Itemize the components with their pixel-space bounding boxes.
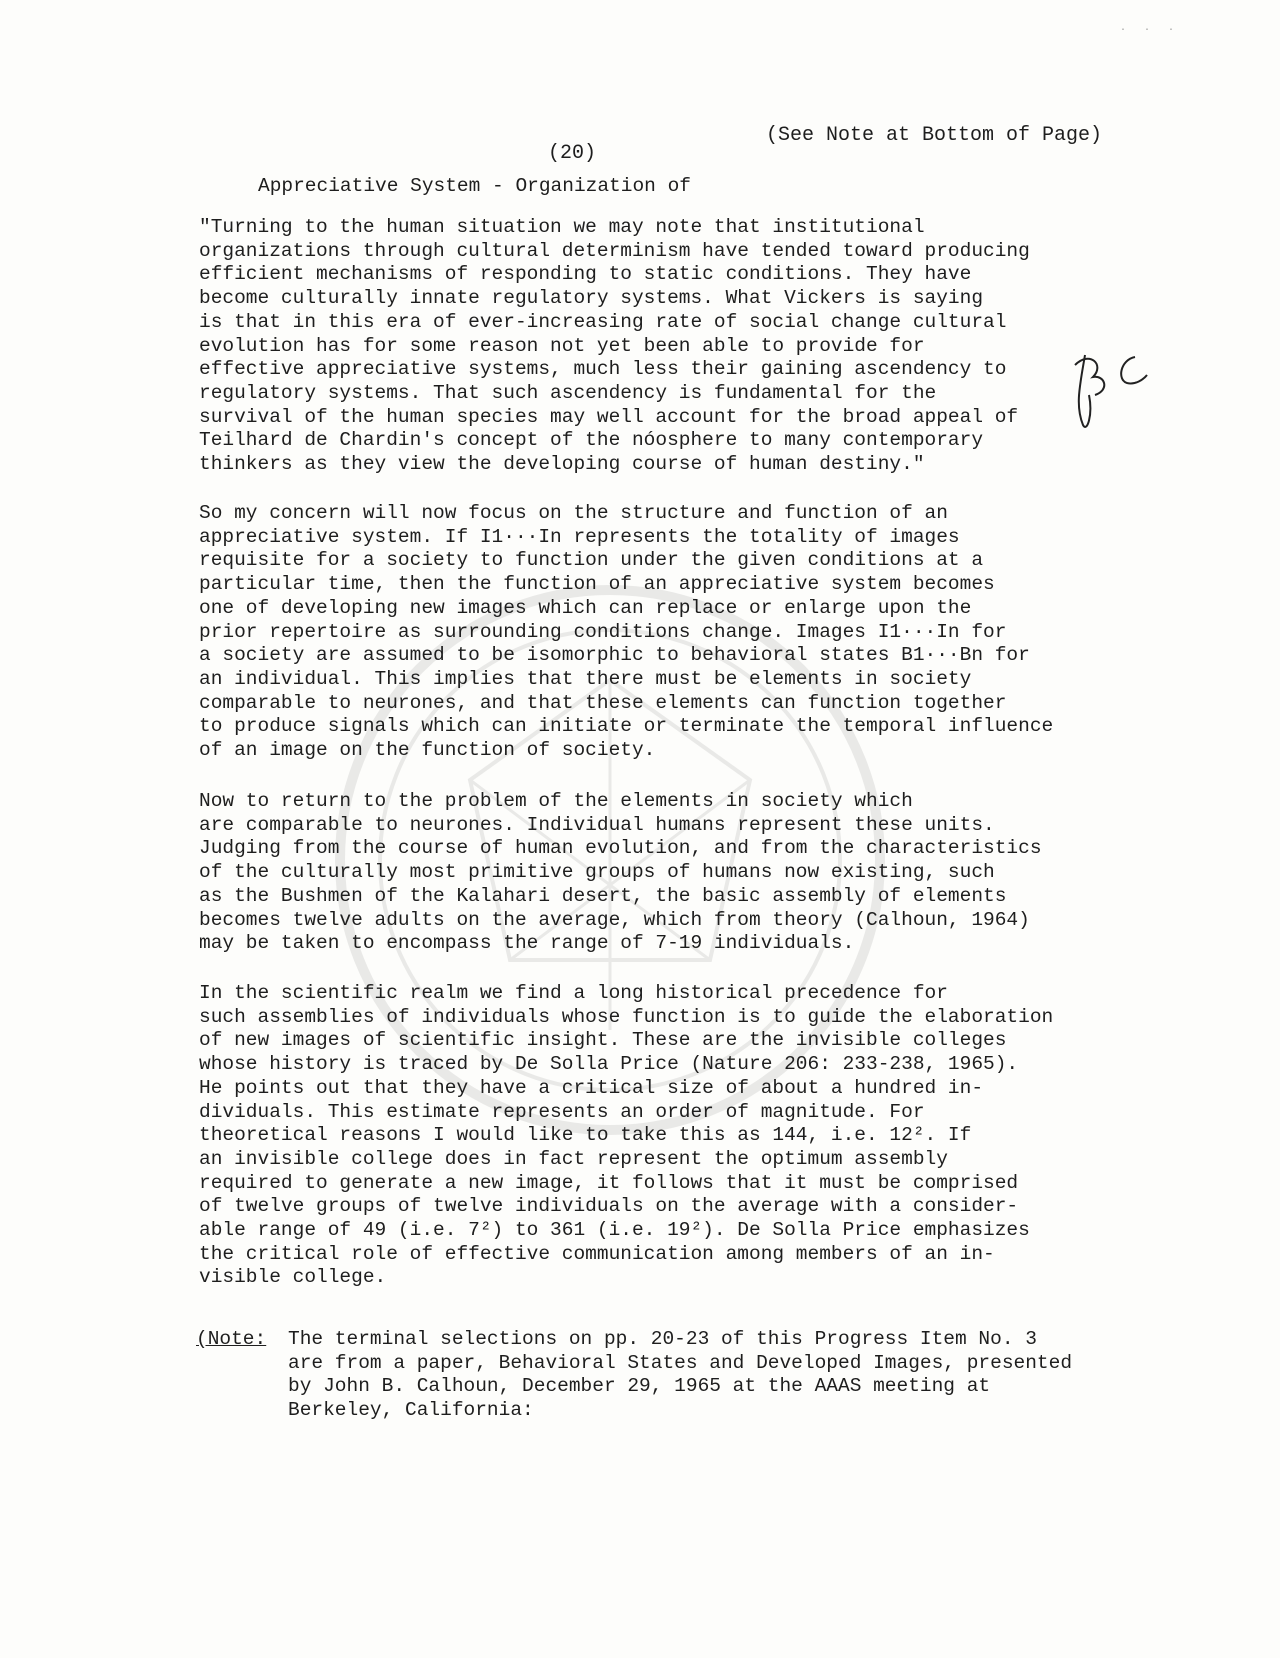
text-line: required to generate a new image, it follows that it must be comprised (199, 1171, 1019, 1194)
text-line: one of developing new images which can replace or enlarge upon the (199, 596, 972, 619)
text-line: effective appreciative systems, much less their gaining ascendency to (199, 358, 1007, 381)
text-line: to produce signals which can initiate or terminate the temporal influence (199, 715, 1054, 738)
text-line: are from a paper, Behavioral States and Developed Images, presented (288, 1351, 1073, 1374)
text-line: are comparable to neurones. Individual humans represent these units. (199, 813, 995, 836)
text-line: of new images of scientific insight. These are the invisible colleges (199, 1029, 1007, 1052)
text-line: requisite for a society to function under the given conditions at a (199, 549, 984, 572)
text-line: of twelve groups of twelve individuals on the average with a consider- (199, 1195, 1019, 1218)
text-line: prior repertoire as surrounding conditions change. Images I1···In for (199, 620, 1007, 643)
text-line: the critical role of effective communication among members of an in- (199, 1242, 995, 1265)
text-line: able range of 49 (i.e. 7²) to 361 (i.e. 19²). De Solla Price emphasizes (199, 1219, 1030, 1242)
text-line: Berkeley, California: (288, 1399, 534, 1422)
note-body (288, 1328, 1072, 1423)
text-line: an invisible college does in fact represent the optimum assembly (199, 1147, 948, 1170)
handwritten-initials (1065, 345, 1155, 435)
text-line: So my concern will now focus on the structure and function of an (199, 502, 948, 524)
paragraph-invisible-colleges (199, 982, 1053, 1290)
text-line: Now to return to the problem of the elements in society which (199, 790, 913, 812)
text-line: "Turning to the human situation we may note that institutional (199, 216, 925, 238)
text-line: as the Bushmen of the Kalahari desert, the basic assembly of elements (199, 884, 1007, 907)
text-line: The terminal selections on pp. 20-23 of this Progress Item No. 3 (288, 1328, 1037, 1350)
text-line: by John B. Calhoun, December 29, 1965 at the AAAS meeting at (288, 1375, 991, 1398)
text-line: organizations through cultural determinism have tended toward producing (199, 239, 1030, 262)
paragraph-appreciative-system (199, 502, 1053, 763)
text-line: particular time, then the function of an appreciative system becomes (199, 573, 995, 596)
text-line: appreciative system. If I1···In represents the totality of images (199, 525, 960, 548)
text-line: an individual. This implies that there must be elements in society (199, 667, 972, 690)
text-line: is that in this era of ever-increasing rate of social change cultural (199, 310, 1007, 333)
paragraph-quote (199, 216, 1030, 477)
text-line: whose history is traced by De Solla Price (Nature 206: 233-238, 1965). (199, 1053, 1019, 1076)
text-line: regulatory systems. That such ascendency is fundamental for the (199, 381, 937, 404)
page-number: (20) (548, 142, 597, 165)
text-line: of an image on the function of society. (199, 739, 656, 762)
text-line: of the culturally most primitive groups of humans now existing, such (199, 861, 995, 884)
text-line: evolution has for some reason not yet been able to provide for (199, 334, 925, 357)
text-line: becomes twelve adults on the average, which from theory (Calhoun, 1964) (199, 908, 1030, 931)
text-line: dividuals. This estimate represents an order of magnitude. For (199, 1100, 925, 1123)
text-line: efficient mechanisms of responding to static conditions. They have (199, 263, 972, 286)
text-line: become culturally innate regulatory systems. What Vickers is saying (199, 287, 984, 310)
section-title: Appreciative System - Organization of (258, 175, 691, 197)
text-line: survival of the human species may well account for the broad appeal of (199, 405, 1019, 428)
text-line: Teilhard de Chardin's concept of the nóosphere to many contemporary (199, 429, 984, 452)
text-line: a society are assumed to be isomorphic to behavioral states B1···Bn for (199, 644, 1030, 667)
text-line: thinkers as they view the developing course of human destiny." (199, 453, 925, 476)
text-line: visible college. (199, 1266, 387, 1289)
text-line: Judging from the course of human evolution, and from the characteristics (199, 837, 1042, 860)
text-line: comparable to neurones, and that these elements can function together (199, 691, 1007, 714)
note-reference: (See Note at Bottom of Page) (766, 124, 1103, 147)
text-line: theoretical reasons I would like to take this as 144, i.e. 12². If (199, 1124, 972, 1147)
text-line: He points out that they have a critical size of about a hundred in- (199, 1076, 984, 1099)
text-line: such assemblies of individuals whose function is to guide the elaboration (199, 1005, 1054, 1028)
text-line: In the scientific realm we find a long historical precedence for (199, 982, 948, 1004)
paragraph-neurones (199, 790, 1042, 956)
paper-specks: · · · (1120, 25, 1181, 36)
text-line: may be taken to encompass the range of 7-19 individuals. (199, 932, 855, 955)
note-label: (Note: (196, 1328, 267, 1350)
